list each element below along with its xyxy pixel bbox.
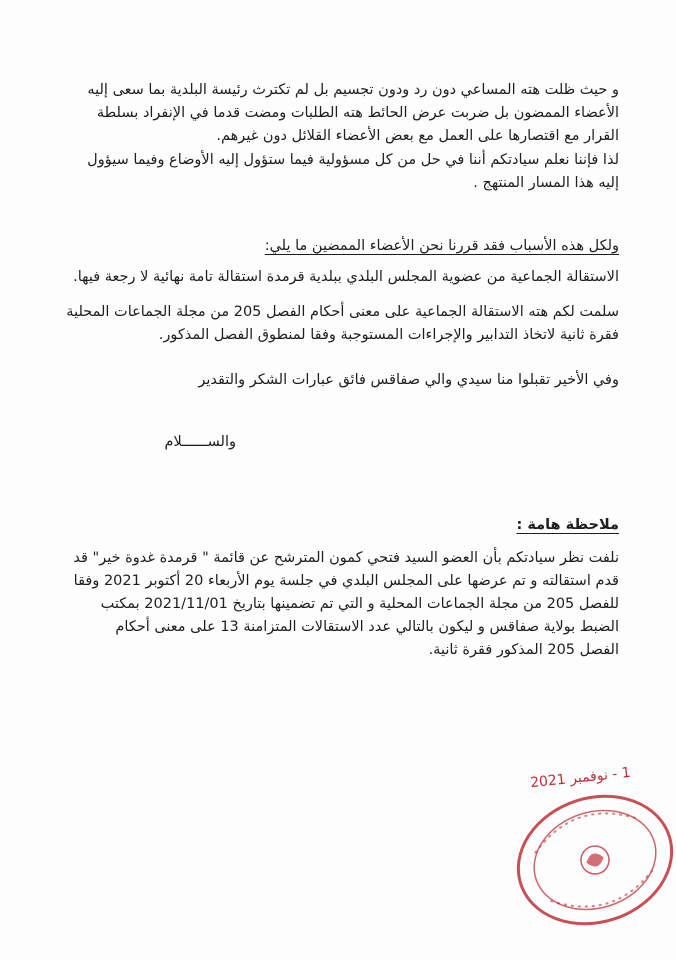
handwritten-date: 1 - نوفمبر 2021 xyxy=(529,764,632,792)
note-line-5: الفصل 205 المذكور فقرة ثانية. xyxy=(428,642,619,658)
submission-line-2: فقرة ثانية لاتخاذ التدابير والإجراءات المستوجبة وفقا لمنطوق الفصل المذكور. xyxy=(158,327,619,343)
reasons-heading: ولكل هذه الأسباب فقد قررنا نحن الأعضاء الممضين ما يلي: xyxy=(264,238,619,254)
note-line-2: قدم استقالته و تم عرضها على المجلس البلدي في جلسة يوم الأربعاء 20 أكتوبر 2021 وفقا xyxy=(73,573,619,589)
salutation: والســــــلام xyxy=(164,434,236,450)
paragraph-2-line-1: لذا فإننا نعلم سيادتكم أننا في حل من كل مسؤولية فيما ستؤول إليه الأوضاع وفيما سيؤول xyxy=(87,152,619,168)
decision-line: الاستقالة الجماعية من عضوية المجلس البلدي ببلدية قرمدة استقالة تامة نهائية لا رجعة فيها. xyxy=(73,269,619,285)
paragraph-2-line-2: إليه هذا المسار المنتهج . xyxy=(473,175,619,191)
note-line-1: نلفت نظر سيادتكم بأن العضو السيد فتحي كمون المترشح عن قائمة " قرمدة غدوة خير" قد xyxy=(73,550,619,566)
paragraph-1-line-1: و حيث ظلت هته المساعي دون رد ودون تجسيم بل لم تكترث رئيسة البلدية بما سعى إليه xyxy=(87,82,619,98)
note-line-3: للفصل 205 من مجلة الجماعات المحلية و التي تم تضمينها بتاريخ 2021/11/01 بمكتب xyxy=(100,596,619,612)
note-line-4: الضبط بولاية صفاقس و ليكون بالتالي عدد الاستقالات المتزامنة 13 على معنى أحكام xyxy=(115,619,619,635)
note-title: ملاحظة هامة : xyxy=(516,517,619,533)
official-stamp xyxy=(500,775,676,945)
paragraph-1-line-2: الأعضاء الممضون بل ضربت عرض الحائط هته الطلبات ومضت قدما في الإنفراد بسلطة xyxy=(96,105,619,121)
paragraph-1-line-3: القرار مع اقتصارها على العمل مع بعض الأعضاء القلائل دون غيرهم. xyxy=(216,128,619,144)
submission-line-1: سلمت لكم هته الاستقالة الجماعية على معنى أحكام الفصل 205 من مجلة الجماعات المحلية xyxy=(66,304,619,320)
closing-line: وفي الأخير تقبلوا منا سيدي والي صفاقس فائق عبارات الشكر والتقدير xyxy=(198,372,619,388)
